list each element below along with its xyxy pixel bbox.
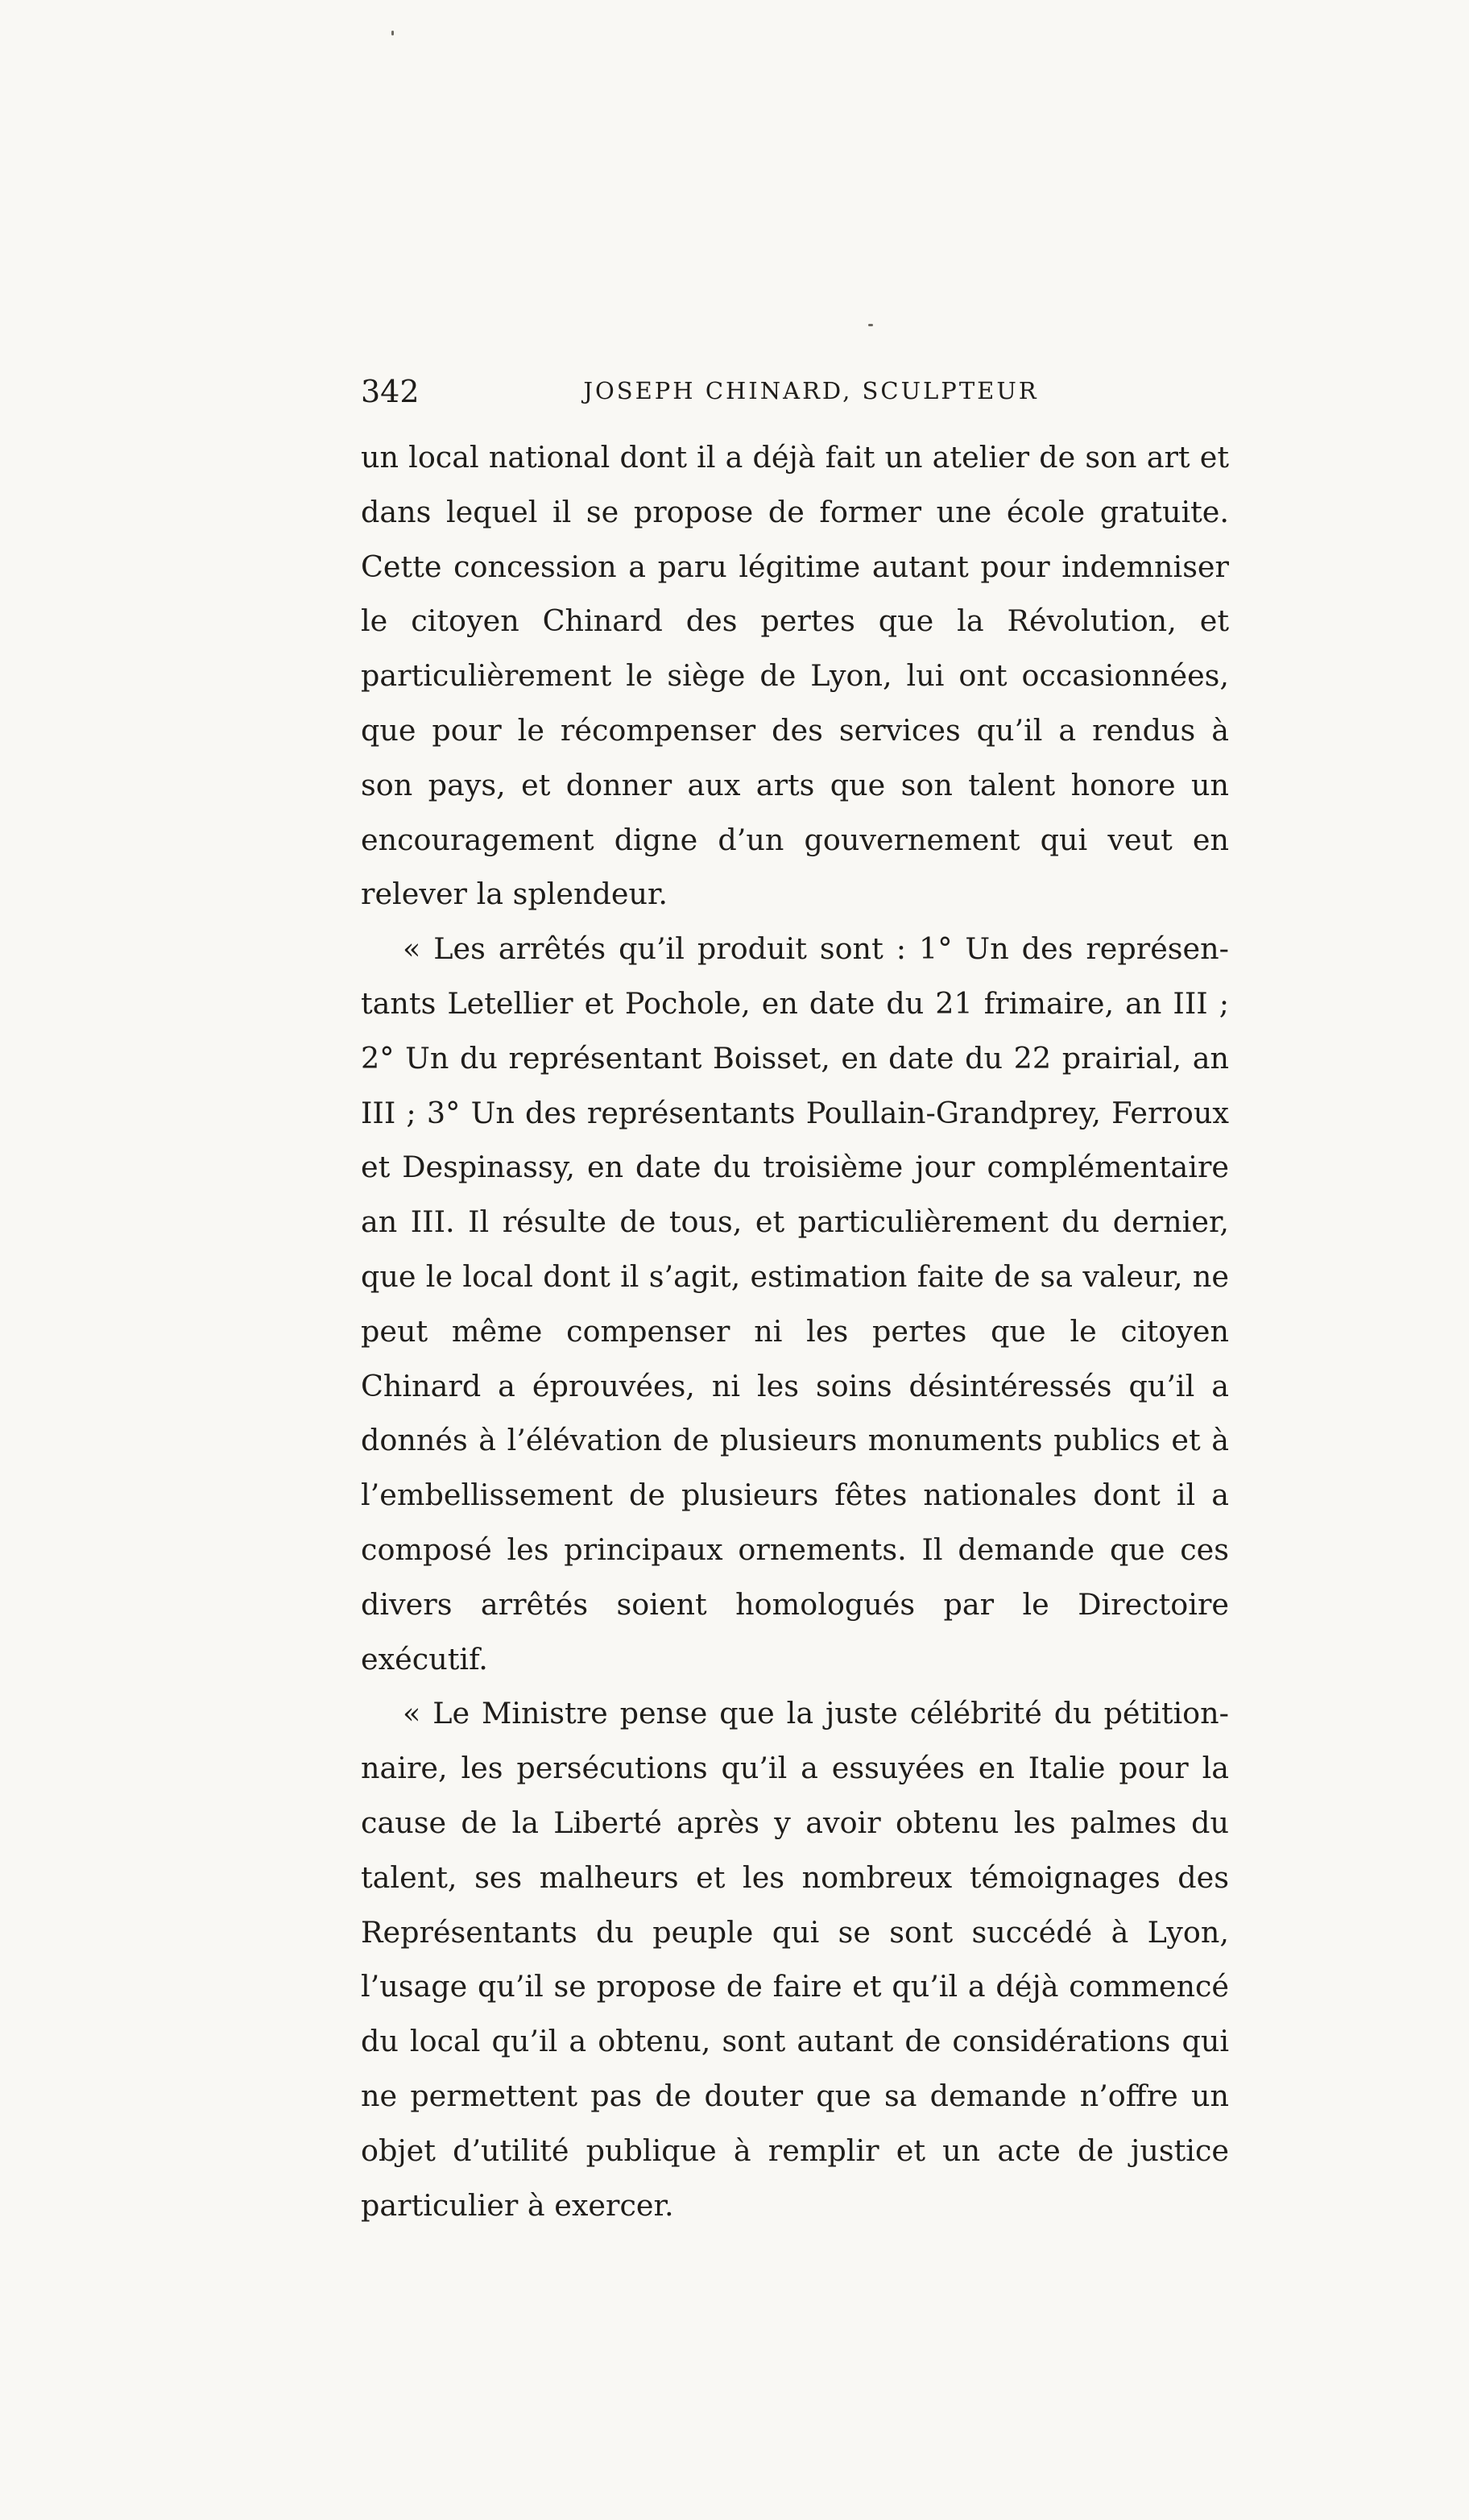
page-number: 342 — [361, 374, 420, 409]
running-title: JOSEPH CHINARD, SCULPTEUR — [583, 377, 1039, 404]
paper-speck — [868, 324, 873, 326]
running-head — [361, 369, 1229, 417]
body-text — [361, 430, 1229, 2232]
paragraph-ministre: « Le Ministre pense que la juste célébrité du pétitionnaire, les persécutions qu’il a essuyées en Italie pour la cause de la Liberté après y avoir obtenu les palmes du talent, ses malheurs et les nombreux témoignages des Représentants du peuple qui se sont succédé à Lyon, l’usage qu’il se propose de faire et qu’il a déjà commencé du local qu’il a obtenu, sont autant de considérations qui ne permettent pas de douter que sa demande n’offre un objet d’utilité publique à remplir et un acte de justice particulier à exercer. — [361, 1696, 1229, 2223]
paper-speck — [391, 31, 394, 35]
paragraph-continuation: un local national dont il a déjà fait un atelier de son art et dans lequel il se propose de former une école gratuite. Cette concession a paru légitime autant pour indemniser le citoyen Chinard des pertes que la Révolution, et particulièrement le siège de Lyon, lui ont occasionnées, que pour le récompenser des services qu’il a rendus à son pays, et donner aux arts que son talent honore un encouragement digne d’un gouvernement qui veut en relever la splendeur. — [361, 440, 1229, 912]
book-page — [361, 369, 1229, 2232]
paragraph-arretes: « Les arrêtés qu’il produit sont : 1° Un des représentants Letellier et Pochole, en date du 21 frimaire, an III ; 2° Un du représentant Boisset, en date du 22 prairial, an III ; 3° Un des représentants Poullain-Grandprey, Ferroux et Despinassy, en date du troisième jour complémentaire an III. Il résulte de tous, et particulièrement du dernier, que le local dont il s’agit, estimation faite de sa valeur, ne peut même compenser ni les pertes que le citoyen Chinard a éprouvées, ni les soins désintéressés qu’il a donnés à l’élévation de plusieurs monuments publics et à l’embellissement de plusieurs fêtes nationales dont il a composé les principaux ornements. Il demande que ces divers arrêtés soient homologués par le Directoire exécutif. — [361, 931, 1229, 1677]
